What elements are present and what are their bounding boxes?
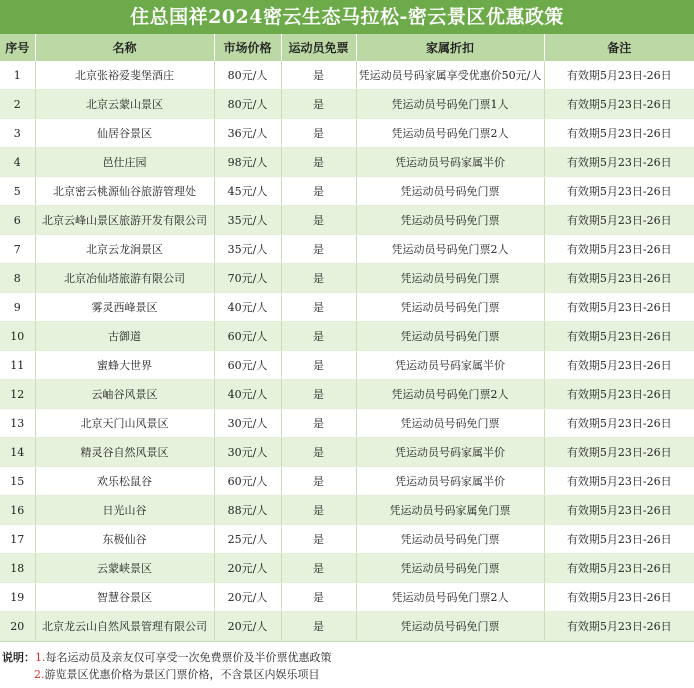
cell-name: 北京张裕爱斐堡酒庄 [35, 61, 214, 90]
cell-price: 35元/人 [214, 206, 281, 235]
table-row [0, 235, 694, 264]
table-row [0, 467, 694, 496]
cell-price: 40元/人 [214, 380, 281, 409]
table-row [0, 177, 694, 206]
cell-athlete-free: 是 [281, 496, 356, 525]
cell-remarks: 有效期5月23日-26日 [544, 438, 694, 467]
cell-family-discount: 凭运动员号码免门票 [356, 612, 544, 641]
table-row [0, 496, 694, 525]
cell-index: 16 [0, 496, 35, 525]
cell-remarks: 有效期5月23日-26日 [544, 206, 694, 235]
cell-family-discount: 凭运动员号码免门票2人 [356, 235, 544, 264]
cell-family-discount: 凭运动员号码免门票 [356, 206, 544, 235]
header-remarks: 备注 [544, 34, 694, 61]
cell-athlete-free: 是 [281, 525, 356, 554]
cell-price: 70元/人 [214, 264, 281, 293]
cell-family-discount: 凭运动员号码免门票 [356, 525, 544, 554]
cell-family-discount: 凭运动员号码免门票 [356, 293, 544, 322]
header-athlete-free: 运动员免票 [281, 34, 356, 61]
cell-name: 雾灵西峰景区 [35, 293, 214, 322]
cell-remarks: 有效期5月23日-26日 [544, 322, 694, 351]
cell-remarks: 有效期5月23日-26日 [544, 583, 694, 612]
note-text: 游览景区优惠价格为景区门票价格，不含景区内娱乐项目 [44, 668, 320, 681]
cell-remarks: 有效期5月23日-26日 [544, 409, 694, 438]
cell-family-discount: 凭运动员号码免门票 [356, 409, 544, 438]
cell-index: 4 [0, 148, 35, 177]
cell-name: 北京云蒙山景区 [35, 90, 214, 119]
cell-price: 80元/人 [214, 90, 281, 119]
cell-price: 36元/人 [214, 119, 281, 148]
cell-athlete-free: 是 [281, 293, 356, 322]
cell-name: 仙居谷景区 [35, 119, 214, 148]
cell-index: 11 [0, 351, 35, 380]
cell-price: 30元/人 [214, 438, 281, 467]
table-row [0, 264, 694, 293]
cell-price: 35元/人 [214, 235, 281, 264]
cell-remarks: 有效期5月23日-26日 [544, 496, 694, 525]
notes-section [0, 641, 694, 688]
cell-athlete-free: 是 [281, 119, 356, 148]
cell-name: 北京云峰山景区旅游开发有限公司 [35, 206, 214, 235]
table-row [0, 438, 694, 467]
cell-remarks: 有效期5月23日-26日 [544, 264, 694, 293]
cell-index: 20 [0, 612, 35, 641]
cell-athlete-free: 是 [281, 612, 356, 641]
note-item-1 [0, 649, 332, 665]
cell-remarks: 有效期5月23日-26日 [544, 90, 694, 119]
cell-index: 12 [0, 380, 35, 409]
cell-athlete-free: 是 [281, 61, 356, 90]
table-header-row [0, 34, 694, 61]
cell-price: 60元/人 [214, 322, 281, 351]
note-item-2 [34, 666, 320, 682]
cell-index: 3 [0, 119, 35, 148]
page-title: 住总国祥2024密云生态马拉松-密云景区优惠政策 [0, 0, 694, 34]
cell-name: 日光山谷 [35, 496, 214, 525]
cell-price: 25元/人 [214, 525, 281, 554]
cell-athlete-free: 是 [281, 351, 356, 380]
cell-price: 60元/人 [214, 351, 281, 380]
cell-name: 智慧谷景区 [35, 583, 214, 612]
discount-table [0, 34, 694, 641]
cell-index: 15 [0, 467, 35, 496]
cell-family-discount: 凭运动员号码免门票 [356, 554, 544, 583]
cell-athlete-free: 是 [281, 380, 356, 409]
table-row [0, 293, 694, 322]
cell-athlete-free: 是 [281, 438, 356, 467]
cell-remarks: 有效期5月23日-26日 [544, 293, 694, 322]
header-name: 名称 [35, 34, 214, 61]
note-number: 2. [34, 668, 45, 681]
cell-remarks: 有效期5月23日-26日 [544, 612, 694, 641]
notes-label: 说明： [2, 651, 35, 664]
cell-price: 40元/人 [214, 293, 281, 322]
cell-index: 6 [0, 206, 35, 235]
cell-family-discount: 凭运动员号码家属半价 [356, 467, 544, 496]
cell-price: 80元/人 [214, 61, 281, 90]
cell-index: 17 [0, 525, 35, 554]
cell-name: 北京云龙涧景区 [35, 235, 214, 264]
cell-family-discount: 凭运动员号码免门票2人 [356, 119, 544, 148]
cell-price: 20元/人 [214, 612, 281, 641]
cell-athlete-free: 是 [281, 467, 356, 496]
table-row [0, 322, 694, 351]
cell-family-discount: 凭运动员号码免门票 [356, 322, 544, 351]
cell-athlete-free: 是 [281, 264, 356, 293]
cell-family-discount: 凭运动员号码家属半价 [356, 438, 544, 467]
cell-name: 东极仙谷 [35, 525, 214, 554]
table-row [0, 409, 694, 438]
table-row [0, 525, 694, 554]
table-row [0, 61, 694, 90]
table-row [0, 148, 694, 177]
cell-name: 古御道 [35, 322, 214, 351]
cell-family-discount: 凭运动员号码家属免门票 [356, 496, 544, 525]
cell-family-discount: 凭运动员号码免门票 [356, 177, 544, 206]
cell-price: 30元/人 [214, 409, 281, 438]
cell-athlete-free: 是 [281, 177, 356, 206]
cell-family-discount: 凭运动员号码免门票2人 [356, 583, 544, 612]
header-index: 序号 [0, 34, 35, 61]
cell-athlete-free: 是 [281, 409, 356, 438]
cell-remarks: 有效期5月23日-26日 [544, 380, 694, 409]
note-text: 每名运动员及亲友仅可享受一次免费票价及半价票优惠政策 [45, 651, 332, 664]
cell-family-discount: 凭运动员号码免门票1人 [356, 90, 544, 119]
cell-family-discount: 凭运动员号码免门票 [356, 264, 544, 293]
cell-remarks: 有效期5月23日-26日 [544, 61, 694, 90]
cell-family-discount: 凭运动员号码家属半价 [356, 351, 544, 380]
cell-price: 20元/人 [214, 583, 281, 612]
cell-remarks: 有效期5月23日-26日 [544, 525, 694, 554]
cell-athlete-free: 是 [281, 554, 356, 583]
cell-name: 北京冶仙塔旅游有限公司 [35, 264, 214, 293]
table-row [0, 119, 694, 148]
cell-index: 19 [0, 583, 35, 612]
cell-name: 邑仕庄园 [35, 148, 214, 177]
cell-price: 88元/人 [214, 496, 281, 525]
cell-name: 北京天门山风景区 [35, 409, 214, 438]
cell-name: 云蒙峡景区 [35, 554, 214, 583]
table-row [0, 554, 694, 583]
cell-remarks: 有效期5月23日-26日 [544, 467, 694, 496]
table-row [0, 351, 694, 380]
cell-athlete-free: 是 [281, 148, 356, 177]
table-row [0, 206, 694, 235]
cell-name: 北京龙云山自然风景管理有限公司 [35, 612, 214, 641]
cell-index: 2 [0, 90, 35, 119]
cell-index: 14 [0, 438, 35, 467]
cell-athlete-free: 是 [281, 90, 356, 119]
cell-remarks: 有效期5月23日-26日 [544, 235, 694, 264]
cell-price: 45元/人 [214, 177, 281, 206]
cell-remarks: 有效期5月23日-26日 [544, 554, 694, 583]
cell-index: 8 [0, 264, 35, 293]
cell-athlete-free: 是 [281, 322, 356, 351]
header-price: 市场价格 [214, 34, 281, 61]
cell-index: 1 [0, 61, 35, 90]
cell-index: 5 [0, 177, 35, 206]
cell-athlete-free: 是 [281, 206, 356, 235]
cell-name: 北京密云桃源仙谷旅游管理处 [35, 177, 214, 206]
cell-index: 13 [0, 409, 35, 438]
table-row [0, 90, 694, 119]
cell-price: 20元/人 [214, 554, 281, 583]
table-row [0, 380, 694, 409]
cell-family-discount: 凭运动员号码家属享受优惠价50元/人 [356, 61, 544, 90]
cell-remarks: 有效期5月23日-26日 [544, 119, 694, 148]
cell-remarks: 有效期5月23日-26日 [544, 351, 694, 380]
cell-index: 7 [0, 235, 35, 264]
cell-name: 欢乐松鼠谷 [35, 467, 214, 496]
header-family-discount: 家属折扣 [356, 34, 544, 61]
table-body [0, 61, 694, 641]
cell-name: 蜜蜂大世界 [35, 351, 214, 380]
cell-price: 98元/人 [214, 148, 281, 177]
table-row [0, 583, 694, 612]
cell-name: 精灵谷自然风景区 [35, 438, 214, 467]
cell-family-discount: 凭运动员号码免门票2人 [356, 380, 544, 409]
cell-remarks: 有效期5月23日-26日 [544, 148, 694, 177]
cell-index: 10 [0, 322, 35, 351]
cell-athlete-free: 是 [281, 583, 356, 612]
cell-index: 18 [0, 554, 35, 583]
cell-family-discount: 凭运动员号码家属半价 [356, 148, 544, 177]
table-row [0, 612, 694, 641]
cell-athlete-free: 是 [281, 235, 356, 264]
cell-index: 9 [0, 293, 35, 322]
note-number: 1. [35, 651, 46, 664]
cell-remarks: 有效期5月23日-26日 [544, 177, 694, 206]
cell-price: 60元/人 [214, 467, 281, 496]
cell-name: 云岫谷风景区 [35, 380, 214, 409]
